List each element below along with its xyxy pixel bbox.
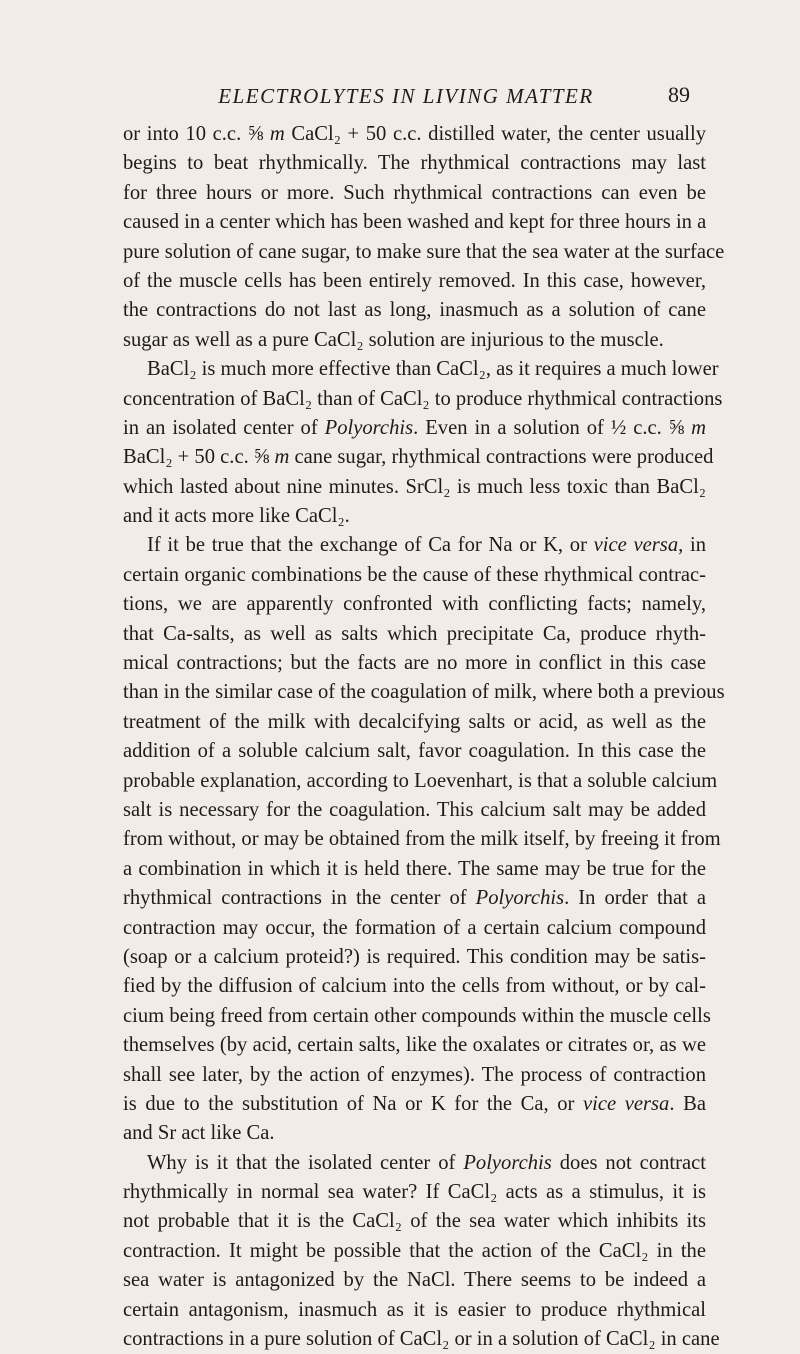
body-text: [123, 120, 725, 1354]
text-line: If it be true that the exchange of Ca for Na or K, or vice versa, in: [147, 534, 706, 557]
text-line: rhythmical contractions in the center of Polyorchis. In order that a: [123, 887, 706, 910]
paragraph-4: [123, 1149, 720, 1354]
text-line: cium being freed from certain other compounds within the muscle cells: [123, 1004, 711, 1027]
text-line: the contractions do not last as long, inasmuch as a solution of cane: [123, 299, 706, 322]
text-line: caused in a center which has been washed and kept for three hours in a: [123, 211, 707, 234]
text-line: is due to the substitution of Na or K for the Ca, or vice versa. Ba: [123, 1092, 706, 1115]
text-line: than in the similar case of the coagulation of milk, where both a previous: [123, 681, 725, 704]
text-line: in an isolated center of Polyorchis. Even in a solution of ½ c.c. ⅝ m: [123, 416, 706, 439]
text-line: certain antagonism, inasmuch as it is easier to produce rhythmical: [123, 1298, 706, 1321]
text-line: of the muscle cells has been entirely removed. In this case, however,: [123, 269, 706, 292]
text-line: shall see later, by the action of enzymes). The process of contraction: [123, 1063, 706, 1086]
text-line: sugar as well as a pure CaCl₂ solution are injurious to the muscle.: [123, 328, 664, 351]
text-line: certain organic combinations be the cause of these rhythmical contrac-: [123, 563, 706, 586]
text-line: which lasted about nine minutes. SrCl₂ is much less toxic than BaCl₂: [123, 475, 706, 498]
text-line: BaCl₂ + 50 c.c. ⅝ m cane sugar, rhythmical contractions were produced: [123, 446, 714, 469]
text-line: treatment of the milk with decalcifying salts or acid, as well as the: [123, 710, 706, 733]
text-line: (soap or a calcium proteid?) is required. This condition may be satis-: [123, 945, 706, 968]
text-line: rhythmically in normal sea water? If CaCl₂ acts as a stimulus, it is: [123, 1181, 706, 1204]
text-line: addition of a soluble calcium salt, favor coagulation. In this case the: [123, 740, 706, 763]
text-line: a combination in which it is held there. The same may be true for the: [123, 857, 706, 880]
text-line: contraction. It might be possible that the action of the CaCl₂ in the: [123, 1239, 706, 1262]
text-line: and Sr act like Ca.: [123, 1122, 275, 1145]
text-line: themselves (by acid, certain salts, like the oxalates or citrates or, as we: [123, 1034, 706, 1057]
text-line: for three hours or more. Such rhythmical contractions can even be: [123, 181, 706, 204]
paragraph-2: [123, 355, 723, 531]
text-line: probable explanation, according to Loevenhart, is that a soluble calcium: [123, 769, 718, 792]
paragraph-1: [123, 120, 725, 355]
text-line: not probable that it is the CaCl₂ of the sea water which inhibits its: [123, 1210, 706, 1233]
text-line: or into 10 c.c. ⅝ m CaCl₂ + 50 c.c. distilled water, the center usually: [123, 123, 706, 145]
text-line: concentration of BaCl₂ than of CaCl₂ to produce rhythmical contractions: [123, 387, 723, 410]
page-number: 89: [668, 82, 690, 107]
text-line: from without, or may be obtained from the milk itself, by freeing it from: [123, 828, 721, 851]
text-line: pure solution of cane sugar, to make sure that the sea water at the surface: [123, 240, 725, 263]
text-line: Why is it that the isolated center of Polyorchis does not contract: [147, 1151, 706, 1174]
running-head: [122, 80, 690, 114]
text-line: mical contractions; but the facts are no more in conflict in this case: [123, 652, 706, 675]
text-line: tions, we are apparently confronted with conflicting facts; namely,: [123, 593, 706, 616]
running-title: ELECTROLYTES IN LIVING MATTER: [218, 84, 594, 108]
text-line: begins to beat rhythmically. The rhythmical contractions may last: [123, 152, 706, 175]
text-line: sea water is antagonized by the NaCl. There seems to be indeed a: [123, 1269, 706, 1292]
paragraph-3: [123, 531, 725, 1148]
text-line: BaCl₂ is much more effective than CaCl₂, as it requires a much lower: [147, 358, 719, 381]
text-line: contraction may occur, the formation of a certain calcium compound: [123, 916, 706, 939]
text-line: salt is necessary for the coagulation. This calcium salt may be added: [123, 798, 706, 821]
text-line: that Ca-salts, as well as salts which precipitate Ca, produce rhyth-: [123, 622, 706, 645]
text-line: contractions in a pure solution of CaCl₂ or in a solution of CaCl₂ in cane: [123, 1328, 720, 1351]
text-line: fied by the diffusion of calcium into the cells from without, or by cal-: [123, 975, 706, 998]
text-line: and it acts more like CaCl₂.: [123, 505, 350, 528]
